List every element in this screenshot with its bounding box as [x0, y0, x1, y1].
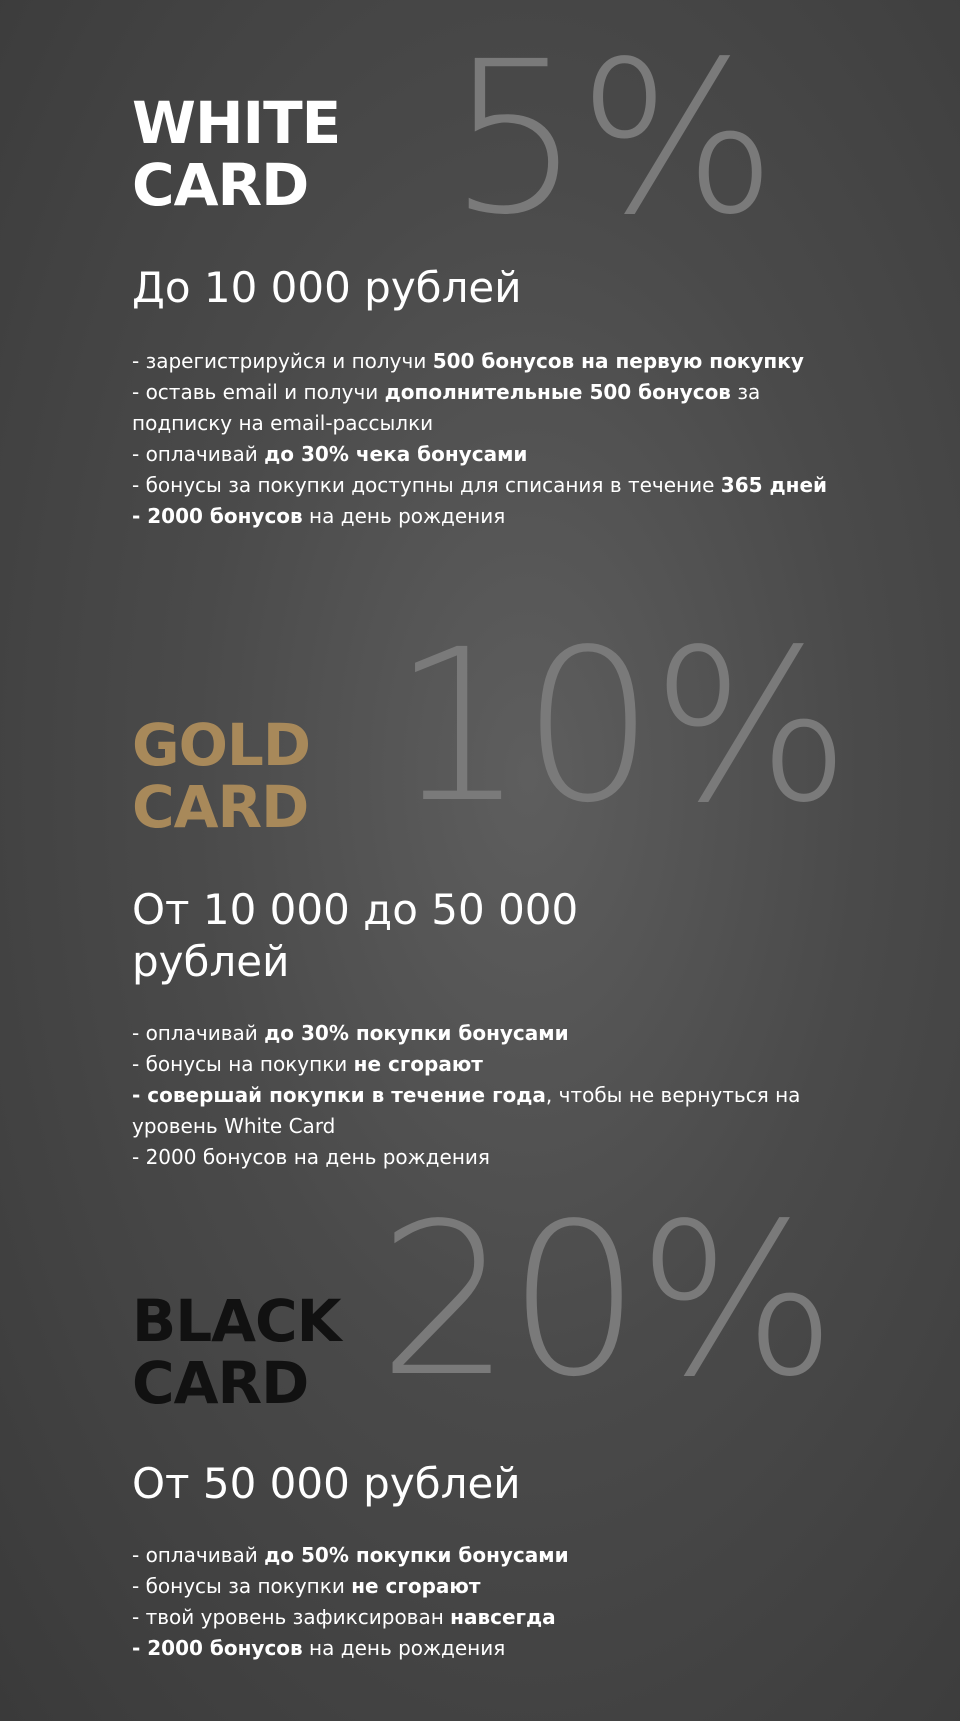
feature-item: - оплачивай до 50% покупки бонусами	[132, 1543, 569, 1567]
feature-item: - твой уровень зафиксирован навсегда	[132, 1605, 556, 1629]
card-name-line2: CARD	[132, 1349, 309, 1417]
percent-value: 5%	[448, 16, 774, 261]
feature-item: - 2000 бонусов на день рождения	[132, 504, 506, 528]
card-name	[132, 711, 311, 841]
feature-item: - оплачивай до 30% чека бонусами	[132, 442, 528, 466]
feature-item: - оставь email и получи дополнительные 500 бонусов за подписку на email-рассылки	[132, 380, 761, 435]
feature-list	[132, 1018, 852, 1173]
card-name-line1: WHITE	[132, 89, 341, 157]
feature-item: - бонусы за покупки не сгорают	[132, 1574, 481, 1598]
percent-value: 10%	[392, 604, 847, 849]
percent-value: 20%	[378, 1178, 833, 1423]
feature-list	[132, 1540, 852, 1664]
card-name-line2: CARD	[132, 773, 309, 841]
feature-item: - бонусы на покупки не сгорают	[132, 1052, 483, 1076]
feature-item: - совершай покупки в течение года, чтобы не вернуться на уровень White Card	[132, 1083, 801, 1138]
card-name-line1: BLACK	[132, 1287, 341, 1355]
spend-range: От 10 000 до 50 000 рублей	[132, 885, 579, 986]
feature-item: - 2000 бонусов на день рождения	[132, 1636, 506, 1660]
feature-list	[132, 346, 852, 532]
spend-range: От 50 000 рублей	[132, 1459, 521, 1508]
card-name-line1: GOLD	[132, 711, 311, 779]
feature-item: - 2000 бонусов на день рождения	[132, 1145, 490, 1169]
card-name-line2: CARD	[132, 151, 309, 219]
feature-item: - оплачивай до 30% покупки бонусами	[132, 1021, 569, 1045]
spend-range: До 10 000 рублей	[132, 263, 522, 312]
card-name	[132, 89, 341, 219]
card-name	[132, 1287, 341, 1417]
feature-item: - зарегистрируйся и получи 500 бонусов на первую покупку	[132, 349, 804, 373]
feature-item: - бонусы за покупки доступны для списания в течение 365 дней	[132, 473, 828, 497]
